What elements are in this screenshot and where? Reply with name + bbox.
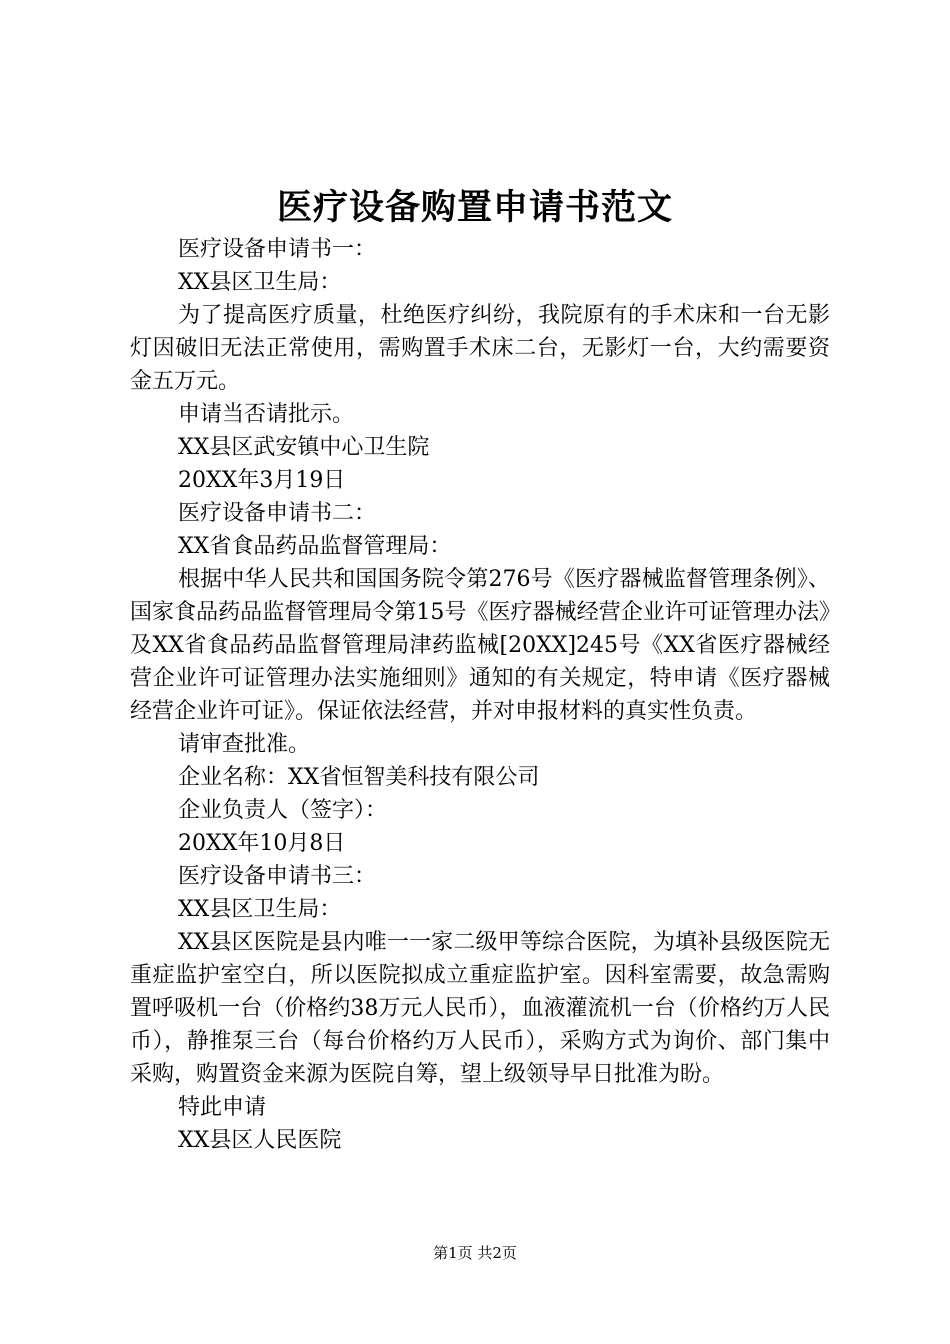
signature-org-3: XX县区人民医院 [178, 1128, 342, 1153]
document-title: 医疗设备购置申请书范文 [276, 187, 673, 228]
date-2: 20XX年10月8日 [178, 831, 346, 856]
paragraph-3: XX县区医院是县内唯一一家二级甲等综合医院，为填补县级医院无重症监护室空白，所以医院拟成立重症监护室。因科室需要，故急需购置呼吸机一台（价格约38万元人民币），血液灌流机一台（价格约万人民币），静推泵三台（每台价格约万人民币），采购方式为询价、部门集中采购，购置资金来源为医院自筹，望上级领导早日批准为盼。 [130, 930, 830, 1087]
addressee-1: XX县区卫生局： [178, 270, 342, 295]
request-line-3: 特此申请 [178, 1095, 267, 1120]
addressee-3: XX县区卫生局： [178, 897, 342, 922]
section-heading-1: 医疗设备申请书一： [178, 237, 377, 262]
document-body [130, 233, 830, 1157]
date-1: 20XX年3月19日 [178, 468, 346, 493]
page-footer: 第1页 共2页 [433, 1244, 517, 1262]
paragraph-2: 根据中华人民共和国国务院令第276号《医疗器械监督管理条例》、国家食品药品监督管理局令第15号《医疗器械经营企业许可证管理办法》及XX省食品药品监督管理局津药监械[20XX]245号《XX省医疗器械经营企业许可证管理办法实施细则》通知的有关规定，特申请《医疗器械经营企业许可证》。保证依法经营，并对申报材料的真实性负责。 [130, 567, 830, 724]
section-heading-2: 医疗设备申请书二： [178, 501, 377, 526]
company-name: 企业名称：XX省恒智美科技有限公司 [178, 765, 540, 790]
request-line-1: 申请当否请批示。 [178, 402, 355, 427]
section-heading-3: 医疗设备申请书三： [178, 864, 377, 889]
signature-org-1: XX县区武安镇中心卫生院 [178, 435, 430, 460]
addressee-2: XX省食品药品监督管理局： [178, 534, 452, 559]
company-signatory: 企业负责人（签字）： [178, 798, 388, 823]
request-line-2: 请审查批准。 [178, 732, 311, 757]
paragraph-1: 为了提高医疗质量，杜绝医疗纠纷，我院原有的手术床和一台无影灯因破旧无法正常使用，需购置手术床二台，无影灯一台，大约需要资金五万元。 [130, 303, 830, 394]
